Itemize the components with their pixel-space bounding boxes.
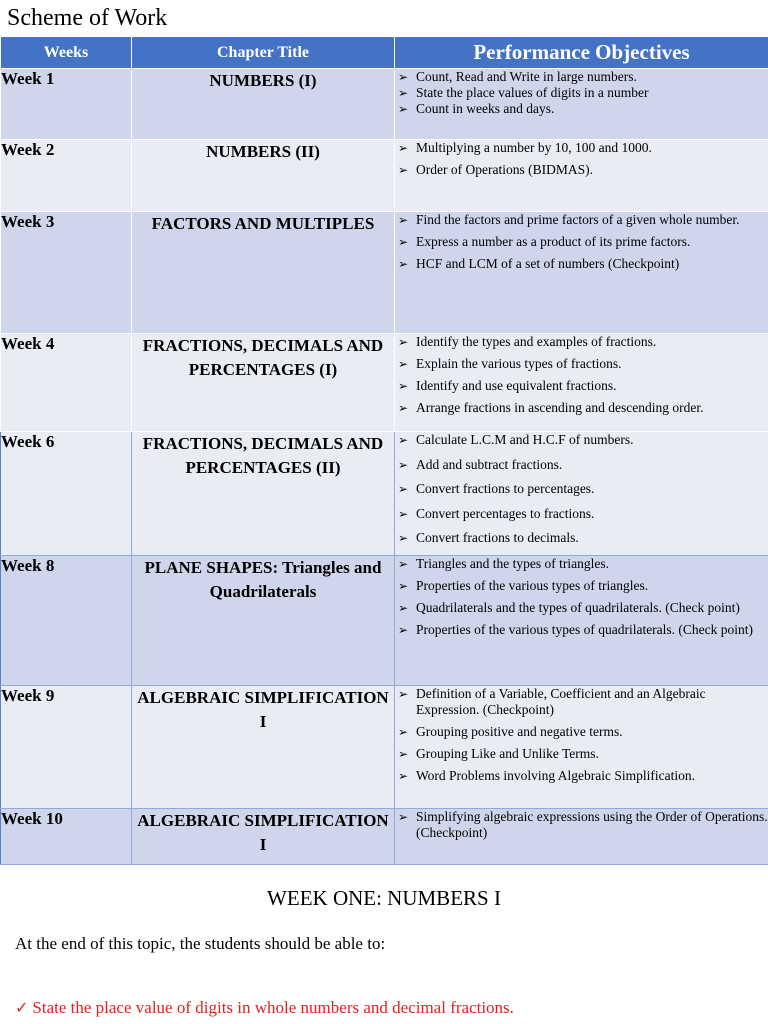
checkmark-icon: ✓	[15, 998, 29, 1017]
objective-item: ➢ Count, Read and Write in large numbers.	[398, 69, 637, 84]
objective-item: ➢ Properties of the various types of triangles.	[398, 578, 649, 593]
table-header-row	[1, 37, 768, 69]
table-row	[1, 556, 768, 686]
week-cell: Week 8	[1, 556, 132, 686]
arrowhead-bullet-icon: ➢	[398, 725, 409, 739]
section-heading: WEEK ONE: NUMBERS I	[267, 886, 501, 910]
arrowhead-bullet-icon: ➢	[398, 213, 409, 227]
scheme-of-work-table	[0, 36, 768, 865]
header-chapter-title: Chapter Title	[132, 37, 395, 69]
objectives-cell	[395, 686, 768, 809]
table-row	[1, 334, 768, 432]
objective-item: ➢ Identify the types and examples of fractions.	[398, 334, 657, 349]
arrowhead-bullet-icon: ➢	[398, 102, 409, 116]
chapter-cell: PLANE SHAPES: Triangles and Quadrilaterals	[132, 556, 395, 686]
objective-item: ➢ Convert fractions to decimals.	[398, 530, 579, 545]
arrowhead-bullet-icon: ➢	[398, 623, 409, 637]
objectives-cell	[395, 432, 768, 556]
week-cell: Week 4	[1, 334, 132, 432]
objective-item: ➢ State the place values of digits in a number	[398, 85, 649, 100]
objective-item: ➢ Grouping Like and Unlike Terms.	[398, 746, 599, 761]
objective-item: ➢ Add and subtract fractions.	[398, 456, 563, 472]
learning-goal-text: State the place value of digits in whole numbers and decimal fractions.	[32, 998, 514, 1017]
table-row	[1, 432, 768, 556]
arrowhead-bullet-icon: ➢	[398, 379, 409, 393]
objective-item: ➢ Triangles and the types of triangles.	[398, 556, 609, 571]
arrowhead-bullet-icon: ➢	[398, 401, 409, 415]
document-title: Scheme of Work	[7, 5, 168, 31]
table-row	[1, 69, 768, 140]
week-cell: Week 9	[1, 686, 132, 809]
objective-item: ➢ Calculate L.C.M and H.C.F of numbers.	[398, 432, 634, 447]
table-row	[1, 140, 768, 212]
arrowhead-bullet-icon: ➢	[398, 433, 409, 447]
arrowhead-bullet-icon: ➢	[398, 810, 409, 824]
objectives-list	[395, 432, 768, 546]
arrowhead-bullet-icon: ➢	[398, 687, 409, 701]
week-cell: Week 2	[1, 140, 132, 212]
chapter-cell: FRACTIONS, DECIMALS AND PERCENTAGES (II)	[132, 432, 395, 556]
objectives-cell	[395, 69, 768, 140]
objectives-list	[395, 69, 768, 117]
objective-item: ➢ Grouping positive and negative terms.	[398, 724, 623, 739]
objectives-list	[395, 809, 768, 841]
objectives-cell	[395, 140, 768, 212]
objective-item: ➢ Order of Operations (BIDMAS).	[398, 162, 593, 177]
objectives-list	[395, 334, 768, 416]
objectives-cell	[395, 556, 768, 686]
week-cell: Week 1	[1, 69, 132, 140]
objective-item: ➢ Simplifying algebraic expressions using the Order of Operations. (Checkpoint)	[398, 809, 768, 840]
header-weeks: Weeks	[1, 37, 132, 69]
objectives-list	[395, 556, 768, 638]
objective-item: ➢ Explain the various types of fractions.	[398, 356, 622, 371]
arrowhead-bullet-icon: ➢	[398, 579, 409, 593]
objectives-list	[395, 140, 768, 178]
arrowhead-bullet-icon: ➢	[398, 335, 409, 349]
arrowhead-bullet-icon: ➢	[398, 531, 409, 545]
objective-item: ➢ Convert percentages to fractions.	[398, 505, 595, 521]
objective-item: ➢ HCF and LCM of a set of numbers (Checkpoint)	[398, 256, 680, 271]
arrowhead-bullet-icon: ➢	[398, 769, 409, 783]
arrowhead-bullet-icon: ➢	[398, 747, 409, 761]
objectives-cell	[395, 212, 768, 334]
arrowhead-bullet-icon: ➢	[398, 257, 409, 271]
objective-item: ➢ Word Problems involving Algebraic Simplification.	[398, 768, 696, 783]
arrowhead-bullet-icon: ➢	[398, 506, 409, 521]
objective-item: ➢ Multiplying a number by 10, 100 and 1000.	[398, 140, 652, 155]
arrowhead-bullet-icon: ➢	[398, 482, 409, 496]
chapter-cell: FRACTIONS, DECIMALS AND PERCENTAGES (I)	[132, 334, 395, 432]
objective-item: ➢ Arrange fractions in ascending and descending order.	[398, 400, 704, 415]
objective-item: ➢ Count in weeks and days.	[398, 101, 555, 116]
objectives-cell	[395, 809, 768, 865]
week-cell: Week 6	[1, 432, 132, 556]
arrowhead-bullet-icon: ➢	[398, 357, 409, 371]
arrowhead-bullet-icon: ➢	[398, 141, 409, 155]
arrowhead-bullet-icon: ➢	[398, 457, 409, 472]
objective-item: ➢ Definition of a Variable, Coefficient and an Algebraic Expression. (Checkpoint)	[398, 686, 706, 717]
arrowhead-bullet-icon: ➢	[398, 86, 409, 100]
section-intro: At the end of this topic, the students should be able to:	[15, 934, 386, 953]
objective-item: ➢ Identify and use equivalent fractions.	[398, 378, 617, 393]
table-row	[1, 809, 768, 865]
arrowhead-bullet-icon: ➢	[398, 163, 409, 177]
week-cell: Week 3	[1, 212, 132, 334]
objectives-list	[395, 212, 768, 272]
chapter-cell: NUMBERS (II)	[132, 140, 395, 212]
arrowhead-bullet-icon: ➢	[398, 70, 409, 84]
objective-item: ➢ Convert fractions to percentages.	[398, 481, 595, 496]
header-performance-objectives: Performance Objectives	[395, 37, 768, 69]
chapter-cell: FACTORS AND MULTIPLES	[132, 212, 395, 334]
objectives-list	[395, 686, 768, 784]
objective-item: ➢ Express a number as a product of its prime factors.	[398, 234, 691, 249]
arrowhead-bullet-icon: ➢	[398, 601, 409, 615]
chapter-cell: ALGEBRAIC SIMPLIFICATION I	[132, 686, 395, 809]
table-row	[1, 212, 768, 334]
objectives-cell	[395, 334, 768, 432]
objective-item: ➢ Find the factors and prime factors of a given whole number.	[398, 212, 740, 227]
learning-goal	[15, 996, 514, 1020]
table-row	[1, 686, 768, 809]
objective-item: ➢ Properties of the various types of quadrilaterals. (Check point)	[398, 622, 754, 637]
arrowhead-bullet-icon: ➢	[398, 235, 409, 249]
chapter-cell: ALGEBRAIC SIMPLIFICATION I	[132, 809, 395, 865]
chapter-cell: NUMBERS (I)	[132, 69, 395, 140]
week-cell: Week 10	[1, 809, 132, 865]
objective-item: ➢ Quadrilaterals and the types of quadrilaterals. (Check point)	[398, 600, 740, 615]
arrowhead-bullet-icon: ➢	[398, 557, 409, 571]
